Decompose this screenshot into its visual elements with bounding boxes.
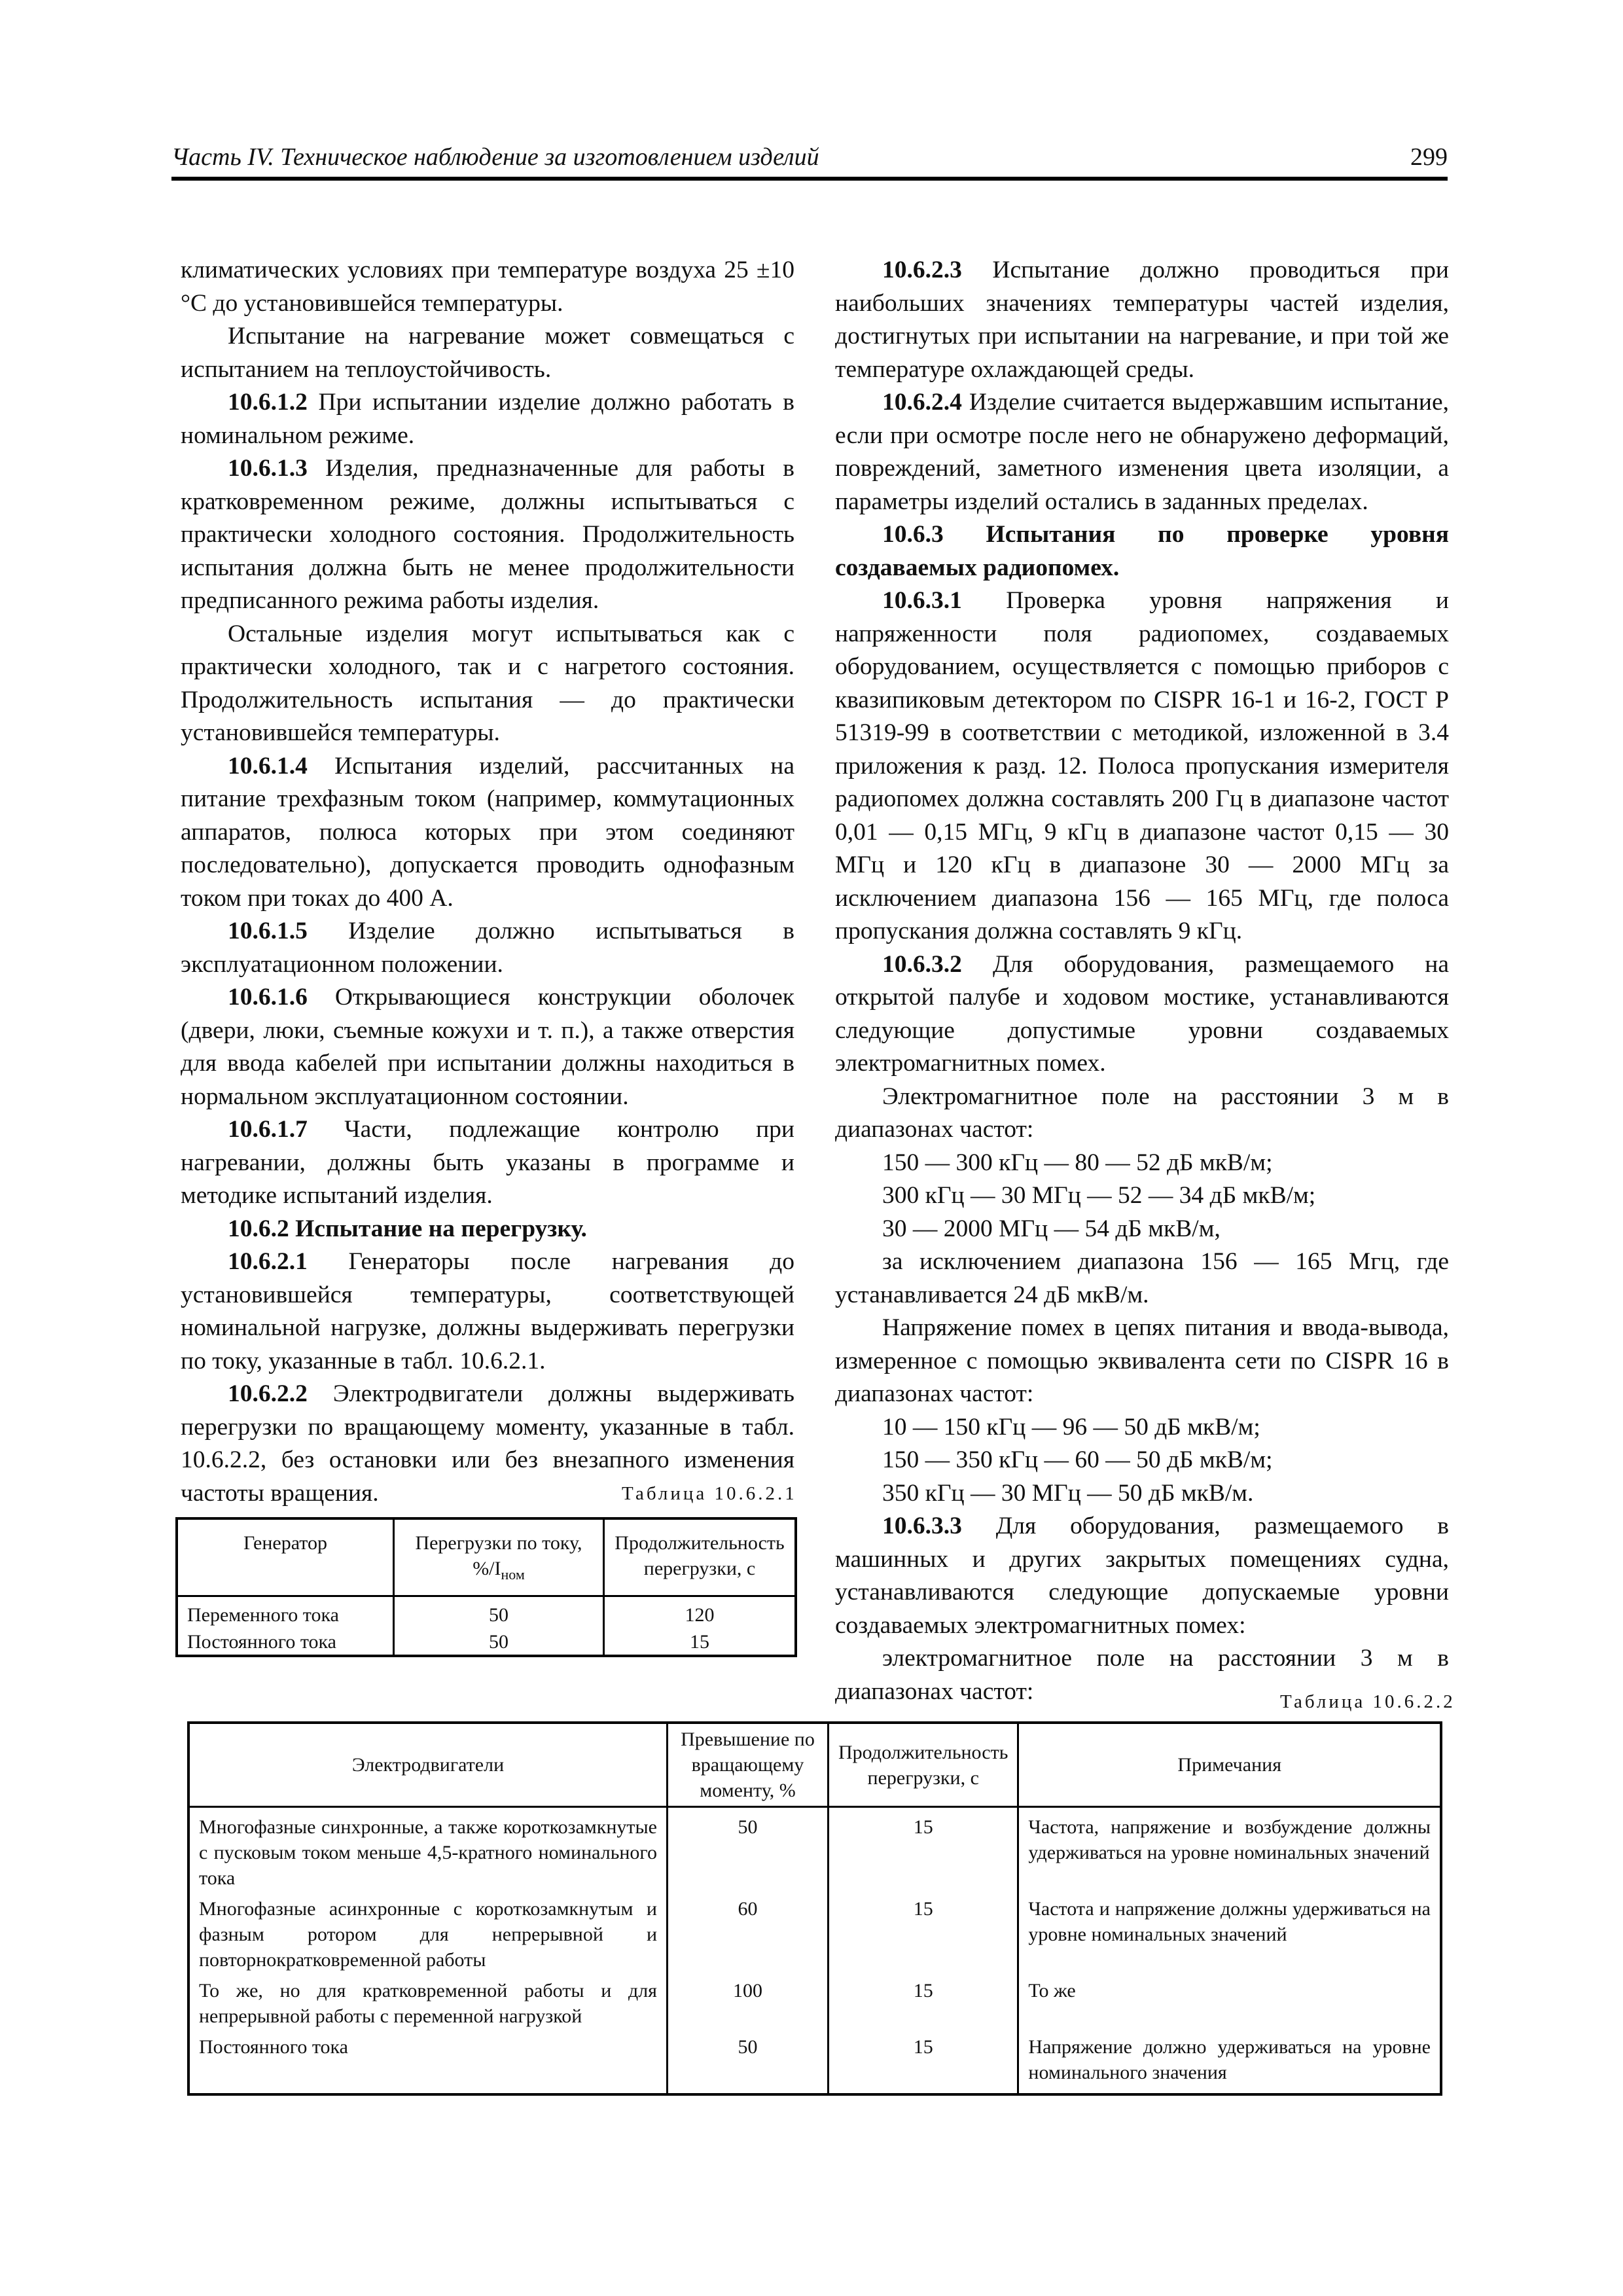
paragraph: 10.6.1.3 Изделия, предназначенные для работы в кратковременном режиме, должны испытываться с практически холодного состояния. Продолжительность испытания должна быть не менее продолжительности предписанного режима работы изделия. xyxy=(181,455,794,614)
cell: 15 xyxy=(829,2032,1018,2094)
table-1-caption: Таблица 10.6.2.1 xyxy=(622,1483,797,1504)
cell: 50 xyxy=(394,1628,604,1656)
paragraph: Напряжение помех в цепях питания и ввода-вывода, измеренное с помощью эквивалента сети по CISPR 16 в диапазонах частот: xyxy=(835,1314,1449,1407)
paragraph: климатических условиях при температуре воздуха 25 ±10 °С до установившейся температуры. xyxy=(181,257,794,317)
clause-number: 10.6.1.4 xyxy=(228,752,308,780)
list-item: 150 — 300 кГц — 80 — 52 дБ мкВ/м; xyxy=(882,1149,1273,1176)
list-item: 30 — 2000 МГц — 54 дБ мкВ/м, xyxy=(882,1215,1221,1242)
table-row xyxy=(177,1596,796,1628)
column-header: Электродвигатели xyxy=(188,1723,668,1807)
paragraph: 10.6.2.2 Электродвигатели должны выдерживать перегрузки по вращающему моменту, указанные в табл. 10.6.2.2, без остановки или без внезапного изменения частоты вращения. xyxy=(181,1380,794,1507)
column-header: Примечания xyxy=(1018,1723,1441,1807)
table-2-caption: Таблица 10.6.2.2 xyxy=(1280,1691,1455,1712)
list-item: 300 кГц — 30 МГц — 52 — 34 дБ мкВ/м; xyxy=(882,1182,1316,1209)
running-header xyxy=(171,137,1448,181)
clause-number: 10.6.3.1 xyxy=(882,587,962,614)
section-heading: 10.6.3 Испытания по проверке уровня создаваемых радиопомех. xyxy=(835,521,1449,581)
clause-number: 10.6.1.6 xyxy=(228,984,308,1011)
cell: Многофазные синхронные, а также короткозамкнутые с пусковым током меньше 4,5-кратного номинального тока xyxy=(188,1807,668,1894)
cell: Переменного тока xyxy=(177,1596,394,1628)
table-10-6-2-2 xyxy=(187,1721,1442,2096)
clause-number: 10.6.2.3 xyxy=(882,257,962,283)
table-row xyxy=(188,1807,1441,1894)
cell: 50 xyxy=(394,1596,604,1628)
cell: Частота и напряжение должны удерживаться на уровне номинальных значений xyxy=(1018,1893,1441,1975)
list-item: 10 — 150 кГц — 96 — 50 дБ мкВ/м; xyxy=(882,1413,1260,1441)
paragraph: 10.6.3.3 Для оборудования, размещаемого в машинных и других закрытых помещениях судна, устанавливаются следующие допускаемые уровни создаваемых электромагнитных помех: xyxy=(835,1513,1449,1639)
left-column xyxy=(181,254,794,1510)
cell: Частота, напряжение и возбуждение должны удерживаться на уровне номинальных значений xyxy=(1018,1807,1441,1894)
paragraph: 10.6.1.6 Открывающиеся конструкции оболочек (двери, люки, съемные кожухи и т. п.), а также отверстия для ввода кабелей при испытании должны находиться в нормальном эксплуатационном состоянии. xyxy=(181,984,794,1110)
page-number: 299 xyxy=(1410,143,1448,171)
clause-number: 10.6.2.4 xyxy=(882,389,962,416)
column-header: Превышение по вращающему моменту, % xyxy=(668,1723,829,1807)
cell: 60 xyxy=(668,1893,829,1975)
paragraph: 10.6.3.2 Для оборудования, размещаемого на открытой палубе и ходовом мостике, устанавливаются следующие допустимые уровни создаваемых электромагнитных помех. xyxy=(835,950,1449,1077)
paragraph: Электромагнитное поле на расстоянии 3 м в диапазонах частот: xyxy=(835,1083,1449,1143)
clause-number: 10.6.2.2 xyxy=(228,1380,308,1407)
right-column xyxy=(835,254,1449,1708)
paragraph: Испытание на нагревание может совмещаться с испытанием на теплоустойчивость. xyxy=(181,323,794,383)
cell: Многофазные асинхронные с короткозамкнутым и фазным ротором для непрерывной и повторнократковременной работы xyxy=(188,1893,668,1975)
clause-number: 10.6.1.5 xyxy=(228,918,308,944)
column-header: Продолжительность перегрузки, с xyxy=(829,1723,1018,1807)
clause-number: 10.6.3.2 xyxy=(882,950,962,978)
cell: Напряжение должно удерживаться на уровне номинального значения xyxy=(1018,2032,1441,2094)
cell: То же, но для кратковременной работы и для непрерывной работы с переменной нагрузкой xyxy=(188,1975,668,2032)
table-header-row xyxy=(188,1723,1441,1807)
paragraph: 10.6.2.1 Генераторы после нагревания до установившейся температуры, соответствующей номинальной нагрузке, должны выдерживать перегрузки по току, указанные в табл. 10.6.2.1. xyxy=(181,1248,794,1374)
column-header: Генератор xyxy=(177,1518,394,1596)
cell: 120 xyxy=(604,1596,796,1628)
cell: То же xyxy=(1018,1975,1441,2032)
cell: 100 xyxy=(668,1975,829,2032)
paragraph: Остальные изделия могут испытываться как с практически холодного, так и с нагретого состояния. Продолжительность испытания — до практически установившейся температуры. xyxy=(181,620,794,746)
paragraph: 10.6.2.4 Изделие считается выдержавшим испытание, если при осмотре после него не обнаружено деформаций, повреждений, заметного изменения цвета изоляции, а параметры изделий остались в заданных пределах. xyxy=(835,389,1449,515)
cell: 15 xyxy=(829,1807,1018,1894)
table-row xyxy=(177,1628,796,1656)
clause-number: 10.6.1.7 xyxy=(228,1116,308,1143)
table-10-6-2-1 xyxy=(175,1517,797,1657)
clause-number: 10.6.3.3 xyxy=(882,1513,962,1539)
paragraph: 10.6.1.4 Испытания изделий, рассчитанных на питание трехфазным током (например, коммутационных аппаратов, полюса которых при этом соединяют последовательно), допускается проводить однофазным током при токах до 400 А. xyxy=(181,752,794,912)
cell: Постоянного тока xyxy=(188,2032,668,2094)
clause-number: 10.6.2.1 xyxy=(228,1248,308,1275)
table-row xyxy=(188,1975,1441,2032)
cell: 15 xyxy=(829,1893,1018,1975)
cell: Постоянного тока xyxy=(177,1628,394,1656)
cell: 15 xyxy=(604,1628,796,1656)
paragraph: 10.6.1.7 Части, подлежащие контролю при нагревании, должны быть указаны в программе и методике испытаний изделия. xyxy=(181,1116,794,1209)
header-title: Часть IV. Техническое наблюдение за изготовлением изделий xyxy=(171,143,819,171)
column-header: Продолжительность перегрузки, с xyxy=(604,1518,796,1596)
paragraph: 10.6.2.3 Испытание должно проводиться при наибольших значениях температуры частей изделия, достигнутых при испытании на нагревание, и при той же температуре охлаждающей среды. xyxy=(835,257,1449,383)
clause-number: 10.6.1.3 xyxy=(228,455,308,482)
cell: 50 xyxy=(668,2032,829,2094)
list-item: 350 кГц — 30 МГц — 50 дБ мкВ/м. xyxy=(882,1479,1254,1507)
section-heading: 10.6.2 Испытание на перегрузку. xyxy=(228,1215,587,1242)
paragraph: 10.6.1.2 При испытании изделие должно работать в номинальном режиме. xyxy=(181,389,794,449)
cell: 15 xyxy=(829,1975,1018,2032)
cell: 50 xyxy=(668,1807,829,1894)
paragraph: электромагнитное поле на расстоянии 3 м в диапазонах частот: xyxy=(835,1645,1449,1705)
paragraph: 10.6.3.1 Проверка уровня напряжения и напряженности поля радиопомех, создаваемых оборудованием, осуществляется с помощью приборов с квазипиковым детектором по CISPR 16-1 и 16-2, ГОСТ Р 51319-99 в соответствии с методикой, изложенной в 3.4 приложения к разд. 12. Полоса пропускания измерителя радиопомех должна составлять 200 Гц в диапазоне частот 0,01 — 0,15 МГц, 9 кГц в диапазоне частот 0,15 — 30 МГц и 120 кГц в диапазоне 30 — 2000 МГц за исключением диапазона 156 — 165 МГц, где полоса пропускания должна составлять 9 кГц. xyxy=(835,587,1449,944)
paragraph: 10.6.1.5 Изделие должно испытываться в эксплуатационном положении. xyxy=(181,918,794,978)
table-header-row xyxy=(177,1518,796,1596)
table-row xyxy=(188,2032,1441,2094)
column-header: Перегрузки по току, $\%/I_{ном}$ xyxy=(394,1518,604,1596)
clause-number: 10.6.1.2 xyxy=(228,389,308,416)
paragraph: за исключением диапазона 156 — 165 Мгц, где устанавливается 24 дБ мкВ/м. xyxy=(835,1248,1449,1308)
table-row xyxy=(188,1893,1441,1975)
list-item: 150 — 350 кГц — 60 — 50 дБ мкВ/м; xyxy=(882,1446,1273,1473)
